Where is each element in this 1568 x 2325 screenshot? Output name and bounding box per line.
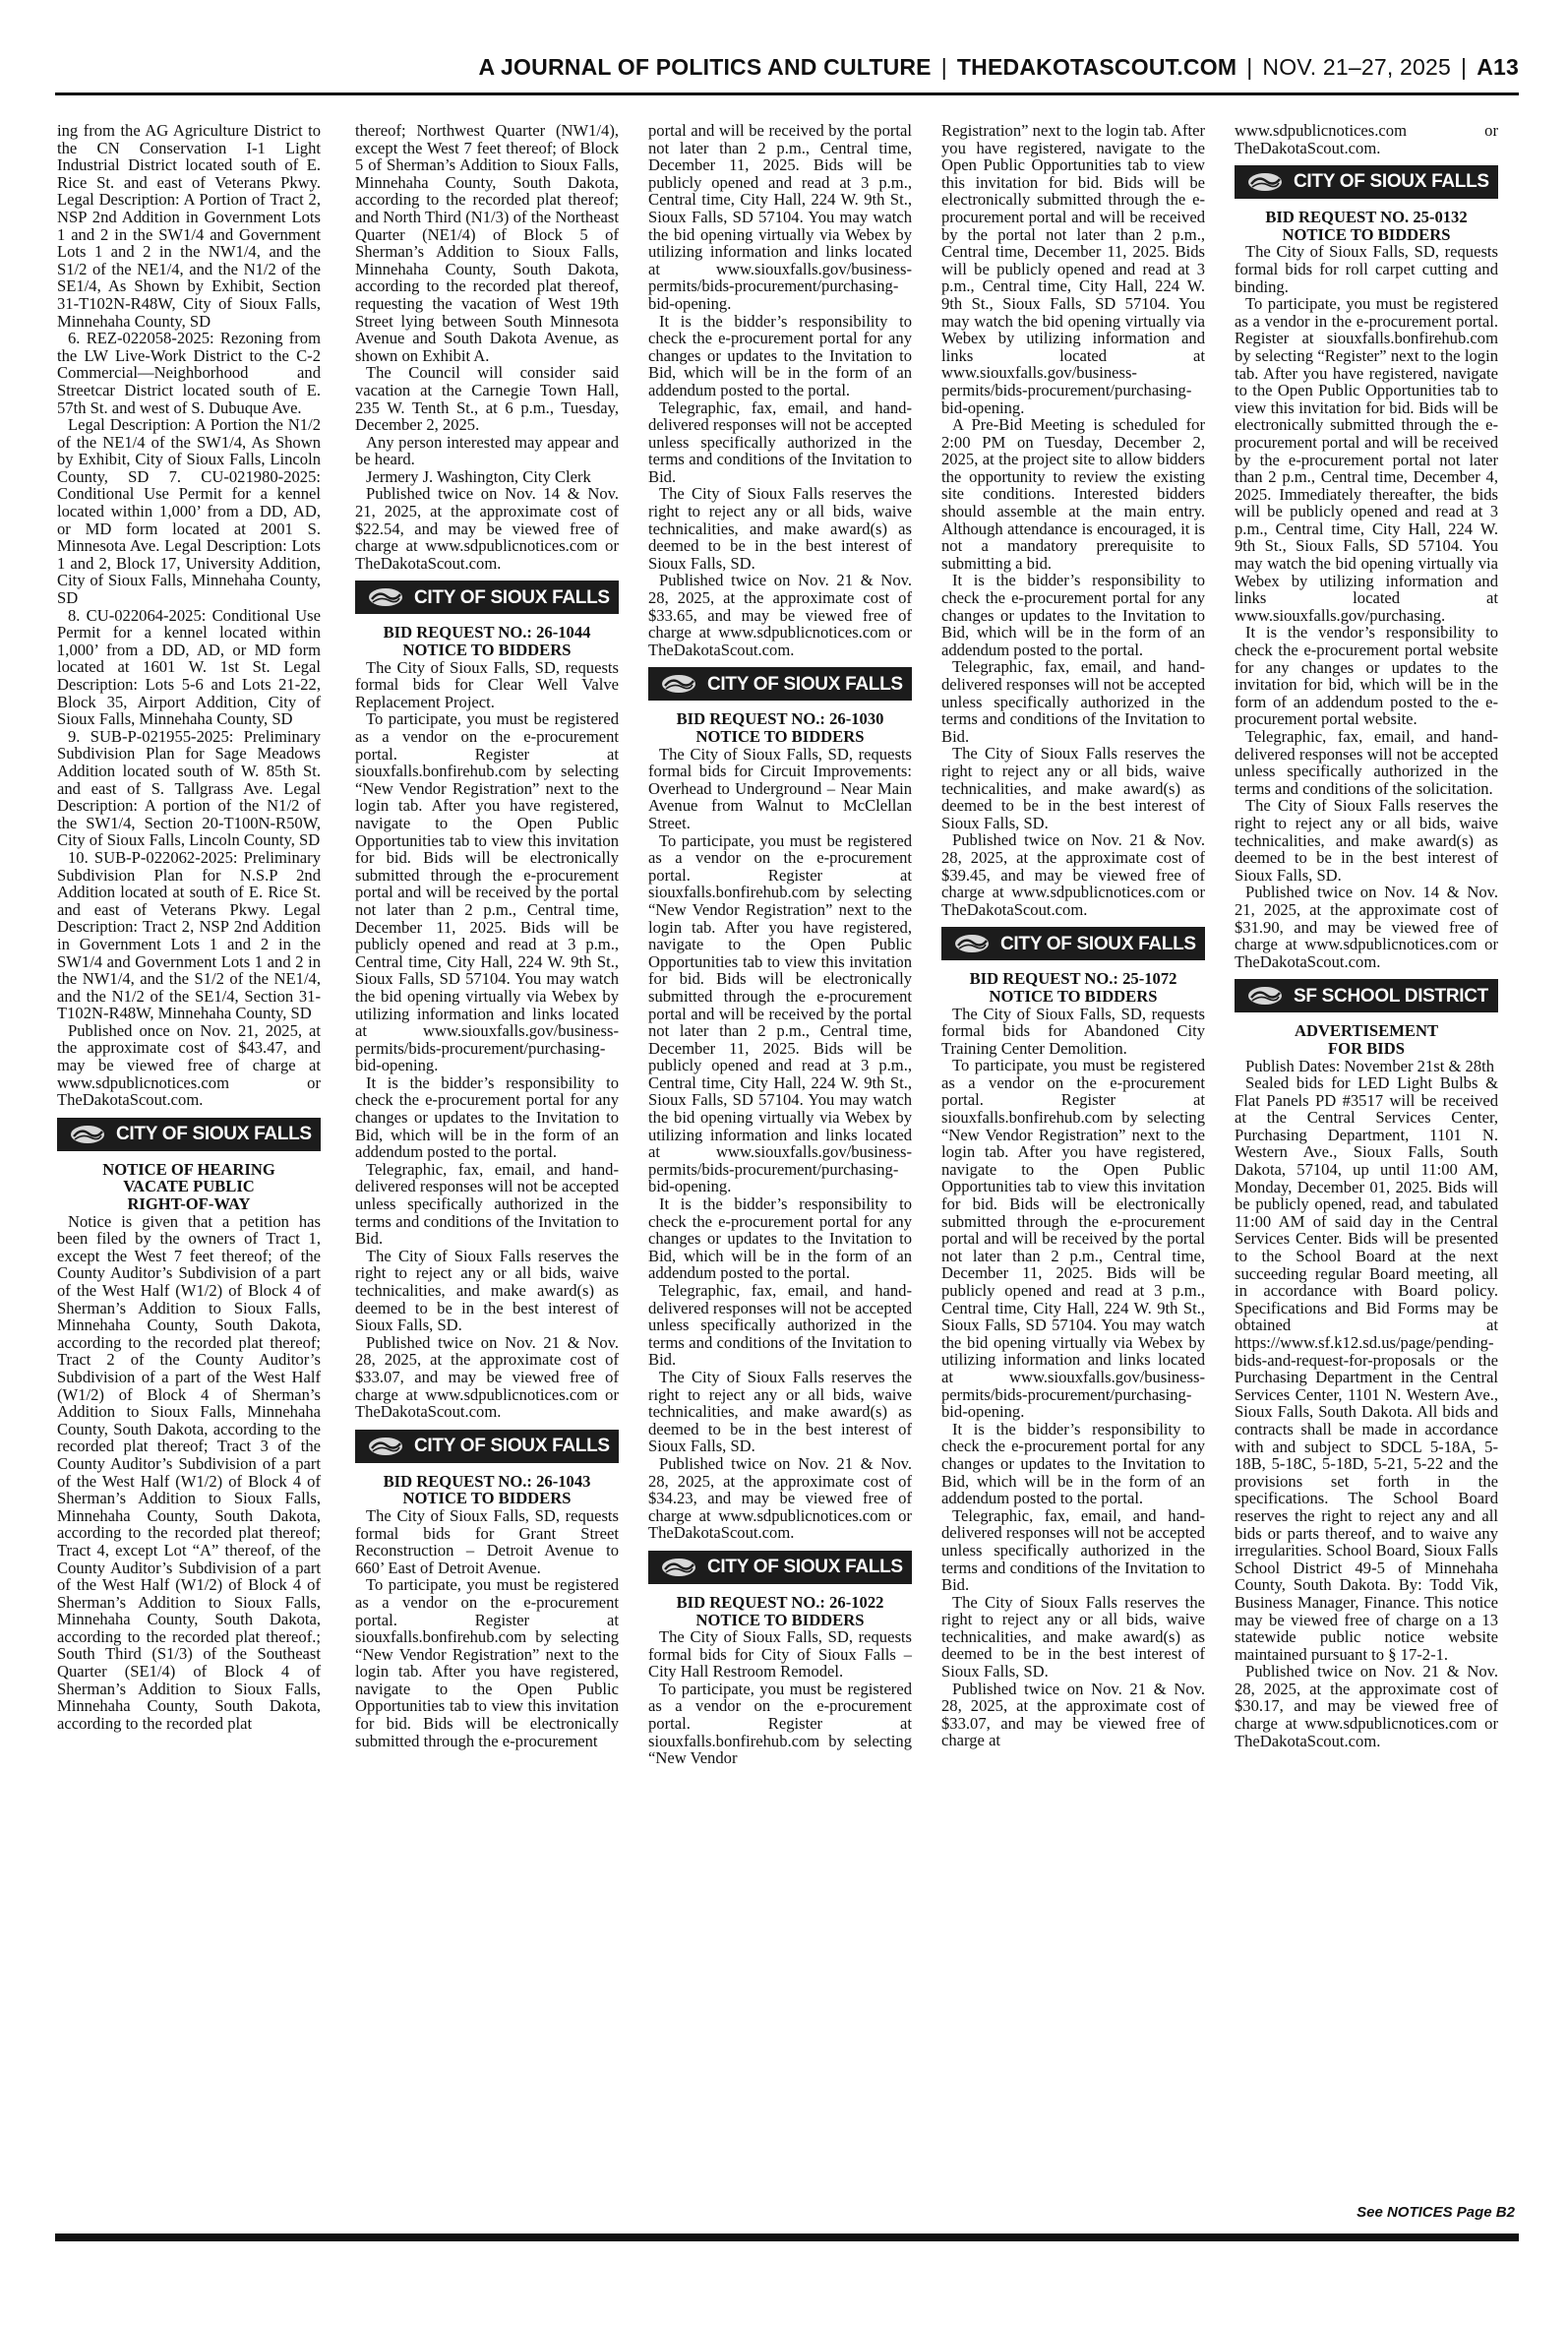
sioux-falls-logo-icon: [660, 673, 697, 695]
section-label: CITY OF SIOUX FALLS: [707, 1557, 903, 1578]
notice-paragraph: Published twice on Nov. 21 & Nov. 28, 2025, at the approximate cost of $34.23, and may be viewed free of charge at www.sdpublicnotices.com or TheDakotaScout.com.: [648, 1453, 912, 1543]
notice-paragraph: To participate, you must be registered as a vendor in the e-procurement portal. Register at siouxfalls.bonfirehub.com by selecting “Register” next to the login tab. After you have registered, navigate to the Open Public Opportunities tab to view this invitation for bid. Bids will be electronically submitted through the e-procurement portal and will be received by the e-procurement portal not later than 2 p.m., Central time, December 4, 2025. Immediately thereafter, the bids will be publicly opened and read at 3 p.m., Central time, City Hall, 224 W. 9th St., Sioux Falls, SD 57104. You may watch the bid opening virtually via Webex by utilizing information and links located at www.siouxfalls.gov/purchasing.: [1235, 294, 1498, 625]
notice-paragraph: It is the bidder’s responsibility to check the e-procurement portal for any changes or updates to the Invitation to Bid, which will be in the form of an addendum posted to the portal.: [941, 1419, 1205, 1508]
column-3: [648, 122, 912, 2218]
notice-paragraph: Published twice on Nov. 21 & Nov. 28, 2025, at the approximate cost of $33.07, and may be viewed free of charge at www.sdpublicnotices.com or TheDakotaScout.com.: [355, 1332, 619, 1422]
notice-heading: BID REQUEST NO. 25-0132: [1265, 208, 1468, 227]
notice-paragraph: The City of Sioux Falls, SD, requests formal bids for Circuit Improvements: Overhead to Underground – Near Main Avenue from Walnut to McClellan Street.: [648, 744, 912, 832]
page-number: A13: [1477, 54, 1519, 80]
notice-paragraph: The City of Sioux Falls reserves the right to reject any or all bids, waive technicalities, and make award(s) as deemed to be in the best interest of Sioux Falls, SD.: [648, 484, 912, 573]
column-4: [941, 122, 1205, 2218]
sioux-falls-logo-icon: [367, 1436, 404, 1457]
issue-date: NOV. 21–27, 2025: [1262, 54, 1452, 80]
notice-paragraph: Published once on Nov. 21, 2025, at the approximate cost of $43.47, and may be viewed free of charge at www.sdpublicnotices.com or TheDakotaScout.com.: [57, 1020, 321, 1110]
notice-paragraph: To participate, you must be registered as a vendor on the e-procurement portal. Register at siouxfalls.bonfirehub.com by selecting “New Vendor Registration” next to the login tab. After you have registered, navigate to the Open Public Opportunities tab to view this invitation for bid. Bids will be electronically submitted through the e-procurement portal and will be received by the portal not later than 2 p.m., Central time, December 11, 2025. Bids will be publicly opened and read at 3 p.m., Central time, City Hall, 224 W. 9th St., Sioux Falls, SD 57104. You may watch the bid opening virtually via Webex by utilizing information and links located at www.siouxfalls.gov/business-permits/bids-procurement/purchasing-bid-opening.: [355, 709, 619, 1075]
notice-paragraph: 6. REZ-022058-2025: Rezoning from the LW Live-Work District to the C-2 Commercial—Neighborhood and Streetcar District located south of E. 57th St. and west of S. Dubuque Ave.: [57, 329, 321, 417]
section-bar: [355, 581, 619, 614]
section-label: CITY OF SIOUX FALLS: [707, 673, 903, 695]
sioux-falls-logo-icon: [1246, 985, 1284, 1007]
notice-paragraph: Published twice on Nov. 21 & Nov. 28, 2025, at the approximate cost of $33.65, and may be viewed free of charge at www.sdpublicnotices.com or TheDakotaScout.com.: [648, 571, 912, 659]
bottom-rule: [55, 2233, 1519, 2241]
notice-heading: FOR BIDS: [1328, 1038, 1405, 1058]
notice-paragraph: Publish Dates: November 21st & 28th: [1245, 1056, 1495, 1075]
section-label: SF SCHOOL DISTRICT: [1294, 985, 1488, 1007]
notice-paragraph: Published twice on Nov. 14 & Nov. 21, 2025, at the approximate cost of $31.90, and may be viewed free of charge at www.sdpublicnotices.com or TheDakotaScout.com.: [1235, 883, 1498, 971]
notice-paragraph: It is the bidder’s responsibility to check the e-procurement portal for any changes or updates to the Invitation to Bid, which will be in the form of an addendum posted to the portal.: [355, 1072, 619, 1162]
notice-paragraph: Jermery J. Washington, City Clerk: [366, 466, 591, 486]
separator: |: [1246, 54, 1253, 80]
column-1: [57, 122, 321, 2218]
section-label: CITY OF SIOUX FALLS: [1294, 171, 1489, 193]
notice-paragraph: Legal Description: A Portion the N1/2 of the NE1/4 of the SW1/4, As Shown by Exhibit, City of Sioux Falls, Lincoln County, SD 7. CU-021980-2025: Conditional Use Permit for a kennel located within 1,000’ from a DD, AD, or MD form located at 2001 S. Minnesota Ave. Legal Description: Lots 1 and 2, Block 17, University Addition, City of Sioux Falls, Minnehaha County, SD: [57, 415, 321, 608]
notice-paragraph: The City of Sioux Falls reserves the right to reject any or all bids, waive technicalities, and make award(s) as deemed to be in the best interest of Sioux Falls, SD.: [941, 744, 1205, 832]
notice-paragraph: The Council will consider said vacation at the Carnegie Town Hall, 235 W. Tenth St., at 6 p.m., Tuesday, December 2, 2025.: [355, 363, 619, 435]
notice-paragraph: Published twice on Nov. 21 & Nov. 28, 2025, at the approximate cost of $33.07, and may be viewed free of charge at: [941, 1679, 1205, 1750]
notice-paragraph: Telegraphic, fax, email, and hand-delivered responses will not be accepted unless specifically authorized in the terms and conditions of the solicitation.: [1235, 727, 1498, 798]
notice-heading: ADVERTISEMENT: [1294, 1021, 1439, 1041]
notice-paragraph: To participate, you must be registered as a vendor on the e-procurement portal. Register at siouxfalls.bonfirehub.com by selecting “New Vendor: [648, 1679, 912, 1768]
notice-heading: BID REQUEST NO.: 26-1043: [383, 1471, 591, 1491]
column-2: [355, 122, 619, 2218]
site-name[interactable]: THEDAKOTASCOUT.COM: [956, 54, 1237, 80]
notice-paragraph: Telegraphic, fax, email, and hand-delivered responses will not be accepted unless specifically authorized in the terms and conditions of the Invitation to Bid.: [941, 1505, 1205, 1595]
separator: |: [1461, 54, 1468, 80]
notice-paragraph: It is the bidder’s responsibility to check the e-procurement portal for any changes or updates to the Invitation to Bid, which will be in the form of an addendum posted to the portal.: [648, 311, 912, 399]
sioux-falls-logo-icon: [953, 933, 991, 954]
column-5: [1235, 122, 1498, 2218]
notice-paragraph: The City of Sioux Falls, SD, requests formal bids for Abandoned City Training Center Demolition.: [941, 1004, 1205, 1058]
sioux-falls-logo-icon: [69, 1124, 106, 1145]
notice-heading: BID REQUEST NO.: 25-1072: [969, 969, 1177, 989]
masthead: [49, 47, 1519, 87]
notice-paragraph: It is the bidder’s responsibility to check the e-procurement portal for any changes or updates to the Invitation to Bid, which will be in the form of an addendum posted to the portal.: [941, 571, 1205, 659]
notice-heading: BID REQUEST NO.: 26-1044: [383, 623, 591, 642]
notice-heading: NOTICE TO BIDDERS: [695, 1610, 865, 1629]
section-bar: [648, 1551, 912, 1584]
notice-paragraph: The City of Sioux Falls reserves the right to reject any or all bids, waive technicalities, and make award(s) as deemed to be in the best interest of Sioux Falls, SD.: [941, 1592, 1205, 1682]
notice-paragraph: The City of Sioux Falls reserves the right to reject any or all bids, waive technicalities, and make award(s) as deemed to be in the best interest of Sioux Falls, SD.: [648, 1367, 912, 1456]
notice-paragraph: It is the vendor’s responsibility to check the e-procurement portal website for any changes or updates to the invitation for bid, which will be in the form of an addendum posted to the e-procurement portal website.: [1235, 623, 1498, 729]
notice-paragraph: 9. SUB-P-021955-2025: Preliminary Subdivision Plan for Sage Meadows Addition located south of W. 85th St. and east of S. Tallgrass Ave. Legal Description: A portion of the N1/2 of the SW1/4, Section 20-T100N-R50W, City of Sioux Falls, Lincoln County, SD: [57, 726, 321, 850]
notice-paragraph: To participate, you must be registered as a vendor on the e-procurement portal. Register at siouxfalls.bonfirehub.com by selecting “New Vendor Registration” next to the login tab. After you have registered, navigate to the Open Public Opportunities tab to view this invitation for bid. Bids will be electronically submitted through the e-procurement portal and will be received by the portal not later than 2 p.m., Central time, December 11, 2025. Bids will be publicly opened and read at 3 p.m., Central time, City Hall, 224 W. 9th St., Sioux Falls, SD 57104. You may watch the bid opening virtually via Webex by utilizing information and links located at www.siouxfalls.gov/business-permits/bids-procurement/purchasing-bid-opening.: [648, 830, 912, 1196]
section-label: CITY OF SIOUX FALLS: [116, 1124, 312, 1145]
notice-heading: NOTICE TO BIDDERS: [1282, 224, 1451, 244]
notice-paragraph: Published twice on Nov. 21 & Nov. 28, 2025, at the approximate cost of $39.45, and may be viewed free of charge at www.sdpublicnotices.com or TheDakotaScout.com.: [941, 830, 1205, 919]
continued-jump-link[interactable]: See NOTICES Page B2: [1357, 2204, 1515, 2221]
notice-heading: BID REQUEST NO.: 26-1022: [676, 1592, 884, 1612]
notice-paragraph: The City of Sioux Falls, SD, requests formal bids for Grant Street Reconstruction – Detroit Avenue to 660’ East of Detroit Avenue.: [355, 1505, 619, 1577]
section-bar: [57, 1118, 321, 1151]
journal-tagline: A JOURNAL OF POLITICS AND CULTURE: [478, 54, 932, 80]
notice-heading: NOTICE TO BIDDERS: [402, 1489, 572, 1508]
section-label: CITY OF SIOUX FALLS: [414, 1435, 610, 1456]
notice-paragraph: Telegraphic, fax, email, and hand-delivered responses will not be accepted unless specifically authorized in the terms and conditions of the Invitation to Bid.: [355, 1159, 619, 1249]
notice-paragraph: Any person interested may appear and be heard.: [355, 432, 619, 469]
section-label: CITY OF SIOUX FALLS: [1000, 933, 1196, 954]
notice-paragraph: The City of Sioux Falls, SD, requests formal bids for roll carpet cutting and binding.: [1235, 242, 1498, 296]
notice-heading: NOTICE TO BIDDERS: [402, 641, 572, 660]
section-label: CITY OF SIOUX FALLS: [414, 586, 610, 608]
notice-paragraph: 8. CU-022064-2025: Conditional Use Permit for a kennel located within 1,000’ from a DD, AD, or MD form located at 1601 W. 1st St. Legal Description: Lots 5-6 and Lots 21-22, Block 35, Airport Addition, City of Sioux Falls, Minnehaha County, SD: [57, 605, 321, 729]
notice-paragraph: Telegraphic, fax, email, and hand-delivered responses will not be accepted unless specifically authorized in the terms and conditions of the Invitation to Bid.: [648, 1281, 912, 1370]
notice-heading: NOTICE TO BIDDERS: [989, 986, 1158, 1006]
notice-heading: VACATE PUBLIC: [123, 1177, 255, 1196]
notice-heading: NOTICE TO BIDDERS: [695, 727, 865, 746]
notice-paragraph: The City of Sioux Falls, SD, requests formal bids for City of Sioux Falls – City Hall Restroom Remodel.: [648, 1627, 912, 1682]
notice-paragraph: Published twice on Nov. 21 & Nov. 28, 2025, at the approximate cost of $30.17, and may be viewed free of charge at www.sdpublicnotices.com or TheDakotaScout.com.: [1235, 1662, 1498, 1750]
section-bar: [1235, 979, 1498, 1012]
notice-paragraph: 10. SUB-P-022062-2025: Preliminary Subdivision Plan for N.S.P 2nd Addition located at south of E. Rice St. and east of Veterans Pkwy. Legal Description: Tract 2, NSP 2nd Addition in Government Lots 1 and 2 in the SW1/4 and Government Lots 1 and 2 in the NW1/4, and the S1/2 of the NE1/4, and the N1/2 of the SE1/4, Section 31-T102N-R48W, Minnehaha County, SD: [57, 847, 321, 1023]
notice-paragraph: Sealed bids for LED Light Bulbs & Flat Panels PD #3517 will be received at the Central Services Center, Purchasing Department, 1101 N. Western Ave., Sioux Falls, South Dakota, 57104, up until 11:00 AM, Monday, December 01, 2025. Bids will be publicly opened, read, and tabulated 11:00 AM of said day in the Central Services Center. Bids will be presented to the School Board at the next succeeding regular Board meeting, all in accordance with Board policy. Specifications and Bid Forms may be obtained at https://www.sf.k12.sd.us/page/pending-bids-and-request-for-proposals or the Purchasing Department in the Central Services Center, 1101 N. Western Ave., Sioux Falls, South Dakota. All bids and contracts shall be made in accordance with and subject to SDCL 5-18A, 5-18B, 5-18C, 5-18D, 5-21, 5-22 and the provisions set forth in the specifications. The School Board reserves the right to reject any and all bids or parts thereof, and to waive any irregularities. School Board, Sioux Falls School District 49-5 of Minnehaha County, South Dakota. By: Todd Vik, Business Manager, Finance. This notice may be viewed free of charge on a 13 statewide public notice website maintained pursuant to § 17-2-1.: [1235, 1073, 1498, 1664]
sioux-falls-logo-icon: [1246, 171, 1284, 193]
separator: |: [940, 54, 947, 80]
notice-paragraph: The City of Sioux Falls reserves the right to reject any or all bids, waive technicalities, and make award(s) as deemed to be in the best interest of Sioux Falls, SD.: [1235, 796, 1498, 885]
notice-paragraph: portal and will be received by the portal not later than 2 p.m., Central time, December 11, 2025. Bids will be publicly opened and read at 3 p.m., Central time, City Hall, 224 W. 9th St., Sioux Falls, SD 57104. You may watch the bid opening virtually via Webex by utilizing information and links located at www.siouxfalls.gov/business-permits/bids-procurement/purchasing-bid-opening.: [648, 122, 912, 313]
notice-paragraph: A Pre-Bid Meeting is scheduled for 2:00 PM on Tuesday, December 2, 2025, at the project site to allow bidders the opportunity to review the existing site conditions. Interested bidders should assemble at the main entry. Although attendance is encouraged, it is not a mandatory prerequisite to submitting a bid.: [941, 415, 1205, 573]
notice-paragraph: To participate, you must be registered as a vendor on the e-procurement portal. Register at siouxfalls.bonfirehub.com by selecting “New Vendor Registration” next to the login tab. After you have registered, navigate to the Open Public Opportunities tab to view this invitation for bid. Bids will be electronically submitted through the e-procurement portal and will be received by the portal not later than 2 p.m., Central time, December 11, 2025. Bids will be publicly opened and read at 3 p.m., Central time, City Hall, 224 W. 9th St., Sioux Falls, SD 57104. You may watch the bid opening virtually via Webex by utilizing information and links located at www.siouxfalls.gov/business-permits/bids-procurement/purchasing-bid-opening.: [941, 1056, 1205, 1422]
notice-paragraph: To participate, you must be registered as a vendor on the e-procurement portal. Register at siouxfalls.bonfirehub.com by selecting “New Vendor Registration” next to the login tab. After you have registered, navigate to the Open Public Opportunities tab to view this invitation for bid. Bids will be electronically submitted through the e-procurement: [355, 1575, 619, 1750]
section-bar: [648, 667, 912, 701]
notice-paragraph: thereof; Northwest Quarter (NW1/4), except the West 7 feet thereof; of Block 5 of Sherman’s Addition to Sioux Falls, Minnehaha County, South Dakota, according to the recorded plat thereof; and North Third (N1/3) of the Northeast Quarter (NE1/4) of Block 5 of Sherman’s Addition to Sioux Falls, Minnehaha County, South Dakota, according to the recorded plat thereof, requesting the vacation of West 19th Street lying between South Minnesota Avenue and South Dakota Avenue, as shown on Exhibit A.: [355, 122, 619, 365]
sioux-falls-logo-icon: [367, 586, 404, 608]
notice-paragraph: It is the bidder’s responsibility to check the e-procurement portal for any changes or updates to the Invitation to Bid, which will be in the form of an addendum posted to the portal.: [648, 1194, 912, 1283]
top-rule: [55, 92, 1519, 95]
notice-paragraph: The City of Sioux Falls reserves the right to reject any or all bids, waive technicalities, and make award(s) as deemed to be in the best interest of Sioux Falls, SD.: [355, 1246, 619, 1335]
notice-paragraph: Notice is given that a petition has been filed by the owners of Tract 1, except the West 7 feet thereof; of the County Auditor’s Subdivision of a part of the West Half (W1/2) of Block 4 of Sherman’s Addition to Sioux Falls, Minnehaha County, South Dakota, according to the recorded plat thereof; Tract 2 of the County Auditor’s Subdivision of a part of the West Half (W1/2) of Block 4 of Sherman’s Addition to Sioux Falls, Minnehaha County, South Dakota, according to the recorded plat thereof; Tract 3 of the County Auditor’s Subdivision of a part of the West Half (W1/2) of Block 4 of Sherman’s Addition to Sioux Falls, Minnehaha County, South Dakota, according to the recorded plat thereof; Tract 4, except Lot “A” thereof, of the County Auditor’s Subdivision of a part of the West Half (W1/2) of Block 4 of Sherman’s Addition to Sioux Falls, Minnehaha County, South Dakota, according to the recorded plat thereof.; South Third (S1/3) of the Southeast Quarter (SE1/4) of Block 4 of Sherman’s Addition to Sioux Falls, Minnehaha County, South Dakota, according to the recorded plat: [57, 1211, 321, 1733]
notice-paragraph: www.sdpublicnotices.com or TheDakotaScout.com.: [1235, 122, 1498, 157]
notice-heading: BID REQUEST NO.: 26-1030: [676, 709, 884, 729]
notice-paragraph: ing from the AG Agriculture District to the CN Conservation I-1 Light Industrial District located south of E. Rice St. and east of Veterans Pkwy. Legal Description: A Portion of Tract 2, NSP 2nd Addition in Government Lots 1 and 2 in the SW1/4 and Government Lots 1 and 2 in the NW1/4, and the S1/2 of the NE1/4, and the N1/2 of the SE1/4, As Shown by Exhibit, Section 31-T102N-R48W, City of Sioux Falls, Minnehaha County, SD: [57, 122, 321, 331]
notice-heading: RIGHT-OF-WAY: [127, 1194, 251, 1214]
notice-paragraph: Registration” next to the login tab. After you have registered, navigate to the Open Public Opportunities tab to view this invitation for bid. Bids will be electronically submitted through the e-procurement portal and will be received by the portal not later than 2 p.m., Central time, December 11, 2025. Bids will be publicly opened and read at 3 p.m., Central time, City Hall, 224 W. 9th St., Sioux Falls, SD 57104. You may watch the bid opening virtually via Webex by utilizing information and links located at www.siouxfalls.gov/business-permits/bids-procurement/purchasing-bid-opening.: [941, 122, 1205, 417]
notice-paragraph: Published twice on Nov. 14 & Nov. 21, 2025, at the approximate cost of $22.54, and may be viewed free of charge at www.sdpublicnotices.com or TheDakotaScout.com.: [355, 484, 619, 573]
notice-heading: NOTICE OF HEARING: [102, 1159, 275, 1179]
section-bar: [355, 1430, 619, 1463]
notice-paragraph: Telegraphic, fax, email, and hand-delivered responses will not be accepted unless specifically authorized in the terms and conditions of the Invitation to Bid.: [941, 657, 1205, 746]
notice-paragraph: The City of Sioux Falls, SD, requests formal bids for Clear Well Valve Replacement Project.: [355, 657, 619, 711]
sioux-falls-logo-icon: [660, 1557, 697, 1578]
notice-paragraph: Telegraphic, fax, email, and hand-delivered responses will not be accepted unless specifically authorized in the terms and conditions of the Invitation to Bid.: [648, 398, 912, 486]
section-bar: [1235, 165, 1498, 199]
section-bar: [941, 927, 1205, 960]
